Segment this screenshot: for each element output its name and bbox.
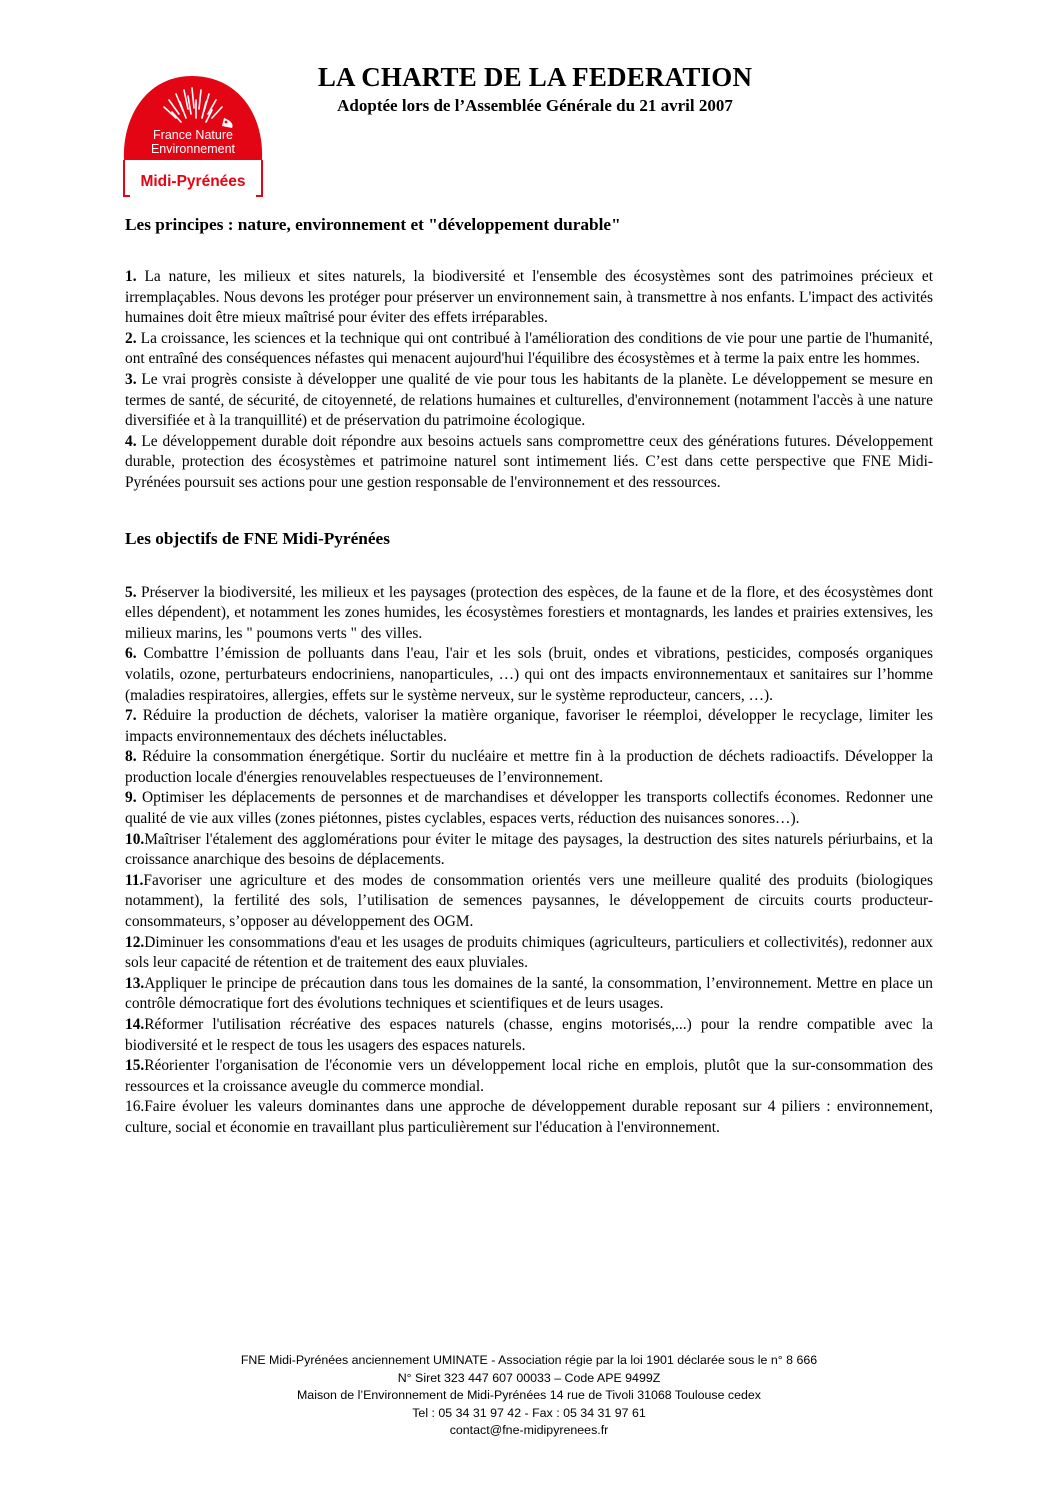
logo-region: Midi-Pyrénées xyxy=(140,173,246,190)
charter-item xyxy=(125,1097,933,1138)
charter-item xyxy=(125,370,933,432)
charter-item xyxy=(125,267,933,329)
logo-org-line2: Environnement xyxy=(150,142,236,156)
item-number: 7. xyxy=(125,707,137,725)
item-number: 15. xyxy=(125,1057,145,1075)
item-number: 5. xyxy=(125,583,137,601)
footer-email-link[interactable]: contact@fne-midipyrenees.fr xyxy=(449,1423,609,1437)
charter-item xyxy=(125,1056,933,1097)
item-number: 3. xyxy=(125,370,137,388)
charter-item xyxy=(125,871,933,933)
footer-association-line: FNE Midi-Pyrénées anciennement UMINATE - Association régie par la loi 1901 déclarée sous le n° 8 666 xyxy=(240,1353,818,1367)
item-text: Préserver la biodiversité, les milieux et les paysages (protection des espèces, de la faune et de la flore, et des écosystèmes dont elles dépendent), et notamment les zones humides, les écosystèmes forestiers et montagnards, les landes et prairies extensives, les milieux marins, les " poumons verts " des villes. xyxy=(125,583,933,642)
item-text: Appliquer le principe de précaution dans tous les domaines de la santé, la consommation, l’environnement. Mettre en place un contrôle démocratique fort des évolutions techniques et scientifiques et de leurs usages. xyxy=(125,974,933,1013)
item-number: 9. xyxy=(125,789,137,807)
charter-item xyxy=(125,933,933,974)
item-number: 8. xyxy=(125,748,137,766)
section-title-objectifs: Les objectifs de FNE Midi-Pyrénées xyxy=(125,528,390,548)
item-text: Diminuer les consommations d'eau et les usages de produits chimiques (agriculteurs, particuliers et collectivités), redonner aux sols leur capacité de rétention et de traitement des eaux pluviales. xyxy=(125,933,933,972)
item-text: La croissance, les sciences et la technique qui ont contribué à l'amélioration des conditions de vie pour une partie de l'humanité, ont entraîné des conséquences néfastes qui menacent aujourd'hui l'équilibre des écosystèmes et à terme la paix entre les hommes. xyxy=(125,329,933,368)
logo-org-line1: France Nature xyxy=(153,128,233,142)
item-number: 10. xyxy=(125,830,145,848)
item-number: 12. xyxy=(125,933,145,951)
charter-item xyxy=(125,432,933,494)
document-subtitle: Adoptée lors de l’Assemblée Générale du 21 avril 2007 xyxy=(337,96,733,115)
item-number: 11. xyxy=(125,871,144,889)
document-header xyxy=(290,60,780,117)
item-text: Réformer l'utilisation récréative des espaces naturels (chasse, engins motorisés,...) pour la rendre compatible avec la biodiversité et le respect de tous les usagers des espaces naturels. xyxy=(125,1016,933,1054)
document-title: LA CHARTE DE LA FEDERATION xyxy=(317,62,753,92)
item-text: Favoriser une agriculture et des modes de consommation orientés vers une meilleure qualité des produits (biologiques notamment), la fertilité des sols, l’utilisation de semences paysannes, le développement de circuits courts producteur-consommateurs, s’opposer au développement des OGM. xyxy=(125,871,933,931)
charter-item xyxy=(125,644,933,706)
footer-address-line: Maison de l’Environnement de Midi-Pyrénées 14 rue de Tivoli 31068 Toulouse cedex xyxy=(296,1388,761,1402)
item-text: Réduire la production de déchets, valoriser la matière organique, favoriser le réemploi, développer le recyclage, limiter les impacts environnementaux des déchets inéluctables. xyxy=(125,707,933,745)
item-text: Réduire la consommation énergétique. Sortir du nucléaire et mettre fin à la production de déchets radioactifs. Développer la production locale d'énergies renouvelables respectueuses de l’environnement. xyxy=(125,748,933,786)
item-text: La nature, les milieux et sites naturels, la biodiversité et l'ensemble des écosystèmes sont des patrimoines précieux et irremplaçables. Nous devons les protéger pour préserver un environnement sain, à transmettre à nos enfants. L'impact des activités humaines doit être mieux maîtrisé pour éviter des effets irréparables. xyxy=(125,268,933,327)
fne-logo xyxy=(118,68,268,200)
charter-content xyxy=(125,214,933,1139)
charter-item xyxy=(125,329,933,370)
item-text: Le vrai progrès consiste à développer une qualité de vie pour tous les habitants de la planète. Le développement se mesure en termes de santé, de sécurité, de citoyenneté, de relations humaines et culturelles, d'environnement (notamment l'accès à une nature diversifiée et à la tranquillité) et de préservation du patrimoine écologique. xyxy=(125,370,933,430)
item-number: 16. xyxy=(125,1098,145,1116)
item-text: Faire évoluer les valeurs dominantes dans une approche de développement durable reposant sur 4 piliers : environnement, culture, social et économie en travaillant plus particulièrement sur l'éducation à l'environnement. xyxy=(125,1098,933,1136)
charter-item xyxy=(125,974,933,1015)
item-number: 4. xyxy=(125,432,137,450)
charter-item xyxy=(125,747,933,788)
item-text: Combattre l’émission de polluants dans l'eau, l'air et les sols (bruit, ondes et vibrations, pesticides, composés organiques volatils, ozone, perturbateurs endocriniens, nanoparticules, …) qui ont des impacts environnementaux et sanitaires sur l’homme (maladies respiratoires, allergies, effets sur le système nerveux, sur le système reproducteur, cancers, …). xyxy=(125,645,933,704)
footer-siret-line: N° Siret 323 447 607 00033 – Code APE 9499Z xyxy=(397,1370,661,1385)
item-number: 6. xyxy=(125,645,137,663)
charter-item xyxy=(125,830,933,871)
item-number: 1. xyxy=(125,268,137,285)
item-text: Maîtriser l'étalement des agglomérations pour éviter le mitage des paysages, la destruction des sites naturels périurbains, et la croissance anarchique des besoins de déplacements. xyxy=(125,830,933,869)
charter-item xyxy=(125,583,933,645)
item-number: 13. xyxy=(125,974,145,992)
charter-item xyxy=(125,1015,933,1056)
section-title-principes: Les principes : nature, environnement et "développement durable" xyxy=(125,215,621,234)
item-number: 14. xyxy=(125,1016,145,1033)
document-footer xyxy=(120,1352,938,1440)
footer-phone-line: Tel : 05 34 31 97 42 - Fax : 05 34 31 97 61 xyxy=(412,1405,646,1420)
item-number: 2. xyxy=(125,329,137,347)
item-text: Optimiser les déplacements de personnes et de marchandises et développer les transports collectifs économes. Redonner une qualité de vie aux villes (zones piétonnes, pistes cyclables, espaces verts, réduction des nuisances sonores…). xyxy=(125,789,933,828)
item-text: Réorienter l'organisation de l'économie vers un développement local riche en emplois, plutôt que la sur-consommation des ressources et la croissance aveugle du commerce mondial. xyxy=(125,1057,933,1095)
charter-item xyxy=(125,788,933,829)
charter-item xyxy=(125,706,933,747)
item-text: Le développement durable doit répondre aux besoins actuels sans compromettre ceux des générations futures. Développement durable, protection des écosystèmes et patrimoine naturel sont intimement liés. C’est dans cette perspective que FNE Midi-Pyrénées poursuit ses actions pour une gestion responsable de l'environnement et des ressources. xyxy=(125,432,933,491)
